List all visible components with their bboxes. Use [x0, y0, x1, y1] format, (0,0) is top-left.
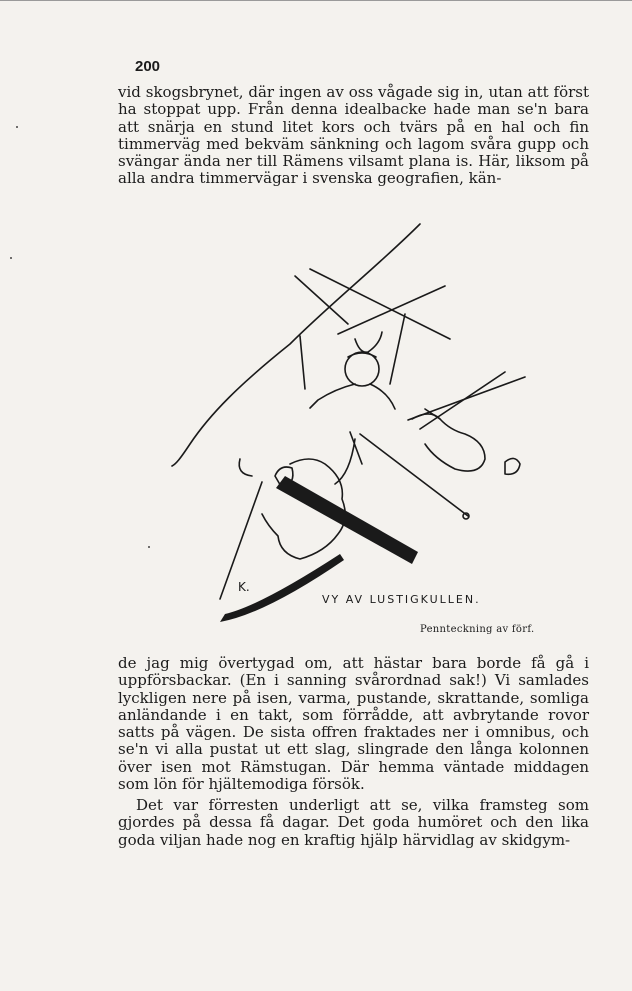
lost-hat	[505, 458, 520, 474]
speck	[16, 126, 18, 128]
signature: K.	[238, 580, 250, 594]
paragraph-1: vid skogsbrynet, där ingen av oss vågade sig in, utan att först ha stoppat upp. Från denna idealbacke hade man se'n bara att snärja en stund litet kors och tvärs på en hal och fin timmerväg med bekväm sänkning och lagom svåra gupp och svängar ända ner till Rämens vilsamt plana is. Här, liksom på alla andra timmervägar i svenska geografien, kän-	[118, 83, 589, 188]
drawing-title: VY AV LUSTIGKULLEN.	[322, 593, 481, 606]
image-credit: Pennteckning av förf.	[420, 624, 535, 635]
ski-pole	[300, 336, 305, 389]
ski-pole	[350, 432, 362, 464]
paragraph-2: de jag mig övertygad om, att hästar bara borde få gå i uppförsbackar. (En i sanning svårordnad sak!) Vi samlades lyckligen nere på isen, varma, pustande, skrattande, somliga anländande i en takt, som förrådde, att avbrytande rovor satts på vägen. De sista offren fraktades ner i omnibus, och se'n vi alla pustat ut ett slag, slingrade den långa kolonnen över isen mot Rämstugan. Där hemma väntade middagen som lön för hjältemodiga försök.	[118, 654, 589, 794]
top-rule	[0, 0, 632, 1]
big-black-ski	[276, 476, 418, 564]
paragraph-3: Det var förresten underligt att se, vilka framsteg som gjordes på dessa få dagar. Det goda humöret och den lika goda viljan hade nog en kraftig hjälp härvidlag av skidgym-	[118, 796, 589, 849]
ski-pole	[360, 434, 468, 516]
skier-1-head	[345, 352, 379, 386]
page-number: 200	[135, 58, 161, 75]
ski-pole	[390, 314, 405, 384]
pen-drawing-skiers	[150, 214, 570, 626]
hill-slope-line	[172, 224, 420, 466]
speck	[10, 257, 12, 259]
